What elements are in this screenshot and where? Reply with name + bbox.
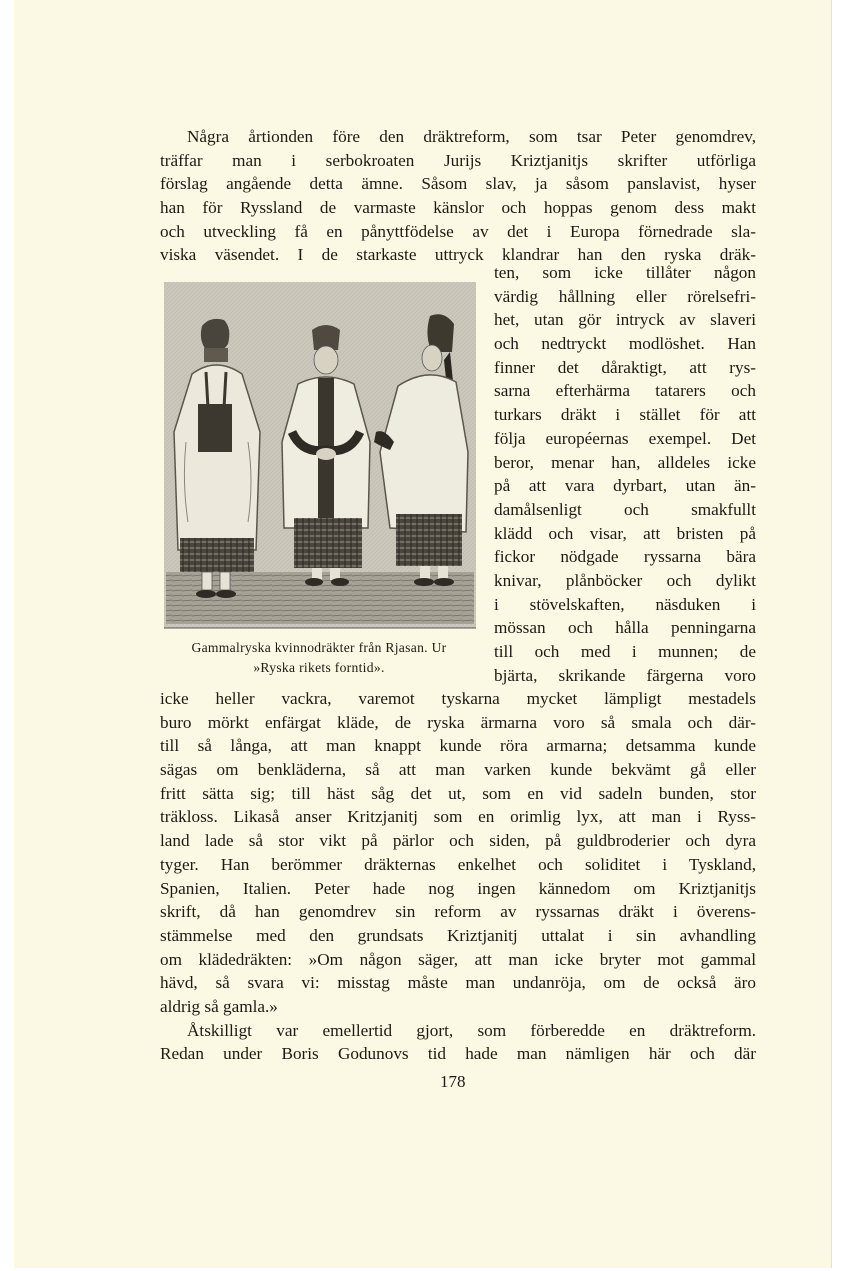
text-line: till och med i munnen; de (494, 642, 756, 661)
paragraph-bottom (160, 687, 756, 1066)
text-line: Åtskilligt var emellertid gjort, som förberedde en dräktreform. (187, 1020, 756, 1040)
text-line: buro mörkt enfärgat kläde, de ryska ärmarna voro så smala och där- (160, 712, 756, 732)
text-line: turkars dräkt i stället för att (494, 405, 756, 425)
text-line: förslag angående detta ämne. Såsom slav, ja såsom panslavist, hyser (160, 174, 756, 194)
costume-illustration (162, 282, 476, 630)
figure-caption (160, 638, 478, 678)
text-line: mössan och hålla penningarna (494, 618, 756, 638)
text-line: icke heller vackra, varemot tyskarna mycket lämpligt mestadels (160, 689, 756, 708)
text-line: i stövelskaften, näsduken i (494, 594, 756, 614)
text-line: Några årtionden före den dräktreform, som tsar Peter genomdrev, (187, 127, 756, 146)
illustration-image (162, 282, 476, 630)
text-line: viska väsendet. I de starkaste uttryck klandrar han den ryska dräk- (160, 245, 756, 265)
text-line: stämmelse med den grundsats Kriztjanitj uttalat i sin avhandling (160, 925, 756, 945)
text-line: han för Ryssland de varmaste känslor och hoppas genom dess makt (160, 198, 756, 218)
text-line: träffar man i serbokroaten Jurijs Kriztjanitjs skrifter utförliga (160, 150, 756, 170)
text-line: skrift, då han genomdrev sin reform av ryssarnas dräkt i överens- (160, 902, 756, 922)
text-line: finner det dåraktigt, att rys- (494, 357, 756, 377)
text-line: bjärta, skrikande färgerna voro (494, 665, 756, 685)
text-line: och utveckling få en pånyttfödelse av det i Europa förnedrade sla- (160, 221, 756, 241)
text-line: land lade så stor vikt på pärlor och siden, på guldbroderier och dyra (160, 831, 756, 851)
text-line: hävd, så svara vi: misstag måste man undanröja, om de också äro (160, 973, 756, 993)
text-line: sägas om benkläderna, så att man varken kunde bekvämt gå eller (160, 760, 756, 780)
text-line: ten, som icke tillåter någon (494, 263, 756, 282)
text-line: sarna efterhärma tatarers och (494, 381, 756, 401)
text-line: Redan under Boris Godunovs tid hade man nämligen här och där (160, 1044, 756, 1064)
text-line: på att vara dyrbart, utan än- (494, 476, 756, 496)
paragraph-top (160, 125, 756, 267)
text-line: knivar, plånböcker och dylikt (494, 570, 756, 590)
text-line: klädd och visar, att bristen på (494, 523, 756, 543)
text-line: till så långa, att man knappt kunde röra armarna; detsamma kunde (160, 736, 756, 756)
page-number: 178 (440, 1072, 466, 1091)
text-line: och nedtryckt modlöshet. Han (494, 334, 756, 354)
text-line: tyger. Han berömmer dräkternas enkelhet och soliditet i Tyskland, (160, 854, 756, 874)
caption-line: Gammalryska kvinnodräkter från Rjasan. Ur (191, 640, 447, 655)
text-line: om klädedräkten: »Om någon säger, att man icke bryter mot gammal (160, 949, 756, 969)
caption-line: »Ryska rikets forntid». (253, 660, 385, 675)
text-line: träkloss. Likaså anser Kritzjanitj som en orimlig lyx, att man i Ryss- (160, 807, 756, 827)
text-line: fritt sätta sig; till häst såg det ut, som en vid sadeln bunden, stor (160, 783, 756, 803)
text-line: het, utan gör intryck av slaveri (494, 310, 756, 330)
text-line: aldrig så gamla.» (160, 996, 278, 1016)
paragraph-beside-figure (494, 261, 756, 687)
text-line: fickor nödgade ryssarna bära (494, 547, 756, 567)
text-line: beror, menar han, alldeles icke (494, 452, 756, 472)
text-line: värdig hållning eller rörelsefri- (494, 286, 756, 306)
text-line: damålsenligt och smakfullt (494, 499, 756, 519)
text-line: följa européernas exempel. Det (494, 428, 756, 448)
text-line: Spanien, Italien. Peter hade nog ingen kännedom om Kriztjanitjs (160, 878, 756, 898)
